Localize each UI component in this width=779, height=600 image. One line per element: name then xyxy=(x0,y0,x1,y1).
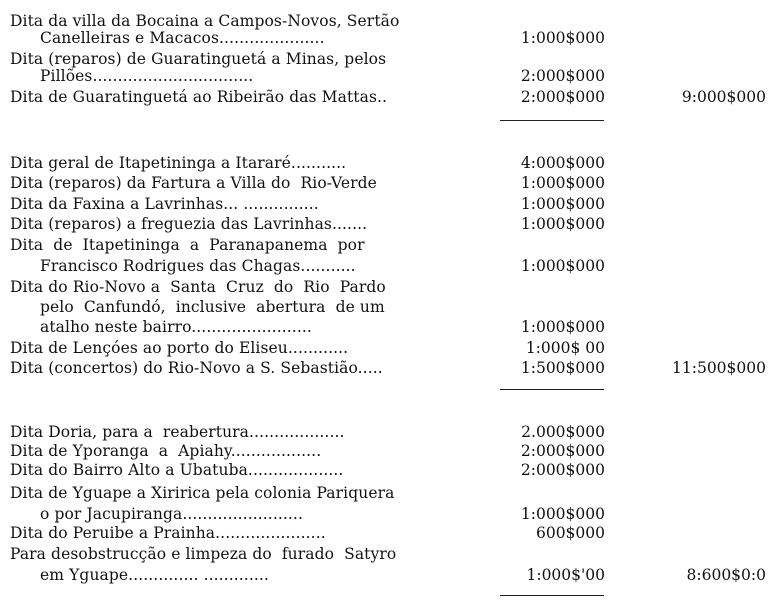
entry-line: Dita (reparos) a freguezia das Lavrinhas....... xyxy=(10,215,368,233)
entry-line: em Yguape.............. ............. xyxy=(40,566,269,584)
entry-amount: 1:500$000 xyxy=(520,359,605,377)
section-divider xyxy=(500,389,604,390)
section-divider xyxy=(500,595,604,596)
entry-line: Canelleiras e Macacos..................... xyxy=(40,29,325,47)
section-total: 11:500$000 xyxy=(672,359,766,377)
entry-amount: 2:000$000 xyxy=(520,461,605,479)
entry-line: Dita Doria, para a reabertura................... xyxy=(10,423,345,441)
entry-amount: 1:000$000 xyxy=(520,174,605,192)
entry-line: Dita do Rio-Novo a Santa Cruz do Rio Pardo xyxy=(10,278,386,296)
entry-line: Dita de Itapetininga a Paranapanema por xyxy=(10,236,365,254)
entry-line: Dita (concertos) do Rio-Novo a S. Sebastião..... xyxy=(10,359,383,377)
entry-line: Dita de Guaratinguetá ao Ribeirão das Mattas.. xyxy=(10,88,388,106)
entry-line: Dita (reparos) de Guaratinguetá a Minas, pelos xyxy=(10,50,387,68)
entry-amount: 600$000 xyxy=(535,524,605,542)
entry-amount: 1:000$000 xyxy=(520,29,605,47)
entry-amount: 1:000$ 00 xyxy=(525,339,605,357)
entry-line: Dita da villa da Bocaina a Campos-Novos, Sertão xyxy=(10,12,400,30)
entry-line: Para desobstrucção e limpeza do furado Satyro xyxy=(10,545,397,563)
entry-amount: 2:000$000 xyxy=(520,88,605,106)
entry-line: atalho neste bairro........................ xyxy=(40,318,312,336)
entry-line: Pillões................................ xyxy=(40,67,254,85)
entry-line: Dita de Yguape a Xiririca pela colonia Pariquera xyxy=(10,484,395,502)
entry-line: Francisco Rodrigues das Chagas........... xyxy=(40,257,356,275)
entry-amount: 2.000$000 xyxy=(521,423,605,441)
entry-amount: 4:000$000 xyxy=(520,154,605,172)
section-total: 8:600$0:0 xyxy=(686,566,766,584)
entry-line: Dita do Peruibe a Prainha...................... xyxy=(10,524,326,542)
entry-line: Dita de Lençóes ao porto do Eliseu............ xyxy=(10,339,349,357)
entry-amount: 1:000$000 xyxy=(520,215,605,233)
entry-line: pelo Canfundó, inclusive abertura de um xyxy=(40,298,385,316)
section-divider xyxy=(500,120,604,121)
entry-amount: 1:000$000 xyxy=(520,257,605,275)
entry-amount: 1:000$000 xyxy=(520,318,605,336)
entry-amount: 1:000$'00 xyxy=(526,566,605,584)
section-total: 9:000$000 xyxy=(681,88,766,106)
entry-line: o por Jacupiranga........................ xyxy=(40,505,303,523)
entry-amount: 1:000$000 xyxy=(520,195,605,213)
entry-line: Dita da Faxina a Lavrinhas... ............... xyxy=(10,195,319,213)
entry-line: Dita (reparos) da Fartura a Villa do Rio-Verde xyxy=(10,174,377,192)
entry-line: Dita do Bairro Alto a Ubatuba................... xyxy=(10,461,344,479)
entry-line: Dita de Yporanga a Apiahy.................. xyxy=(10,442,322,460)
entry-amount: 2:000$000 xyxy=(520,67,605,85)
entry-amount: 1:000$000 xyxy=(520,505,605,523)
entry-amount: 2:000$000 xyxy=(520,442,605,460)
entry-line: Dita geral de Itapetininga a Itararé........... xyxy=(10,154,347,172)
